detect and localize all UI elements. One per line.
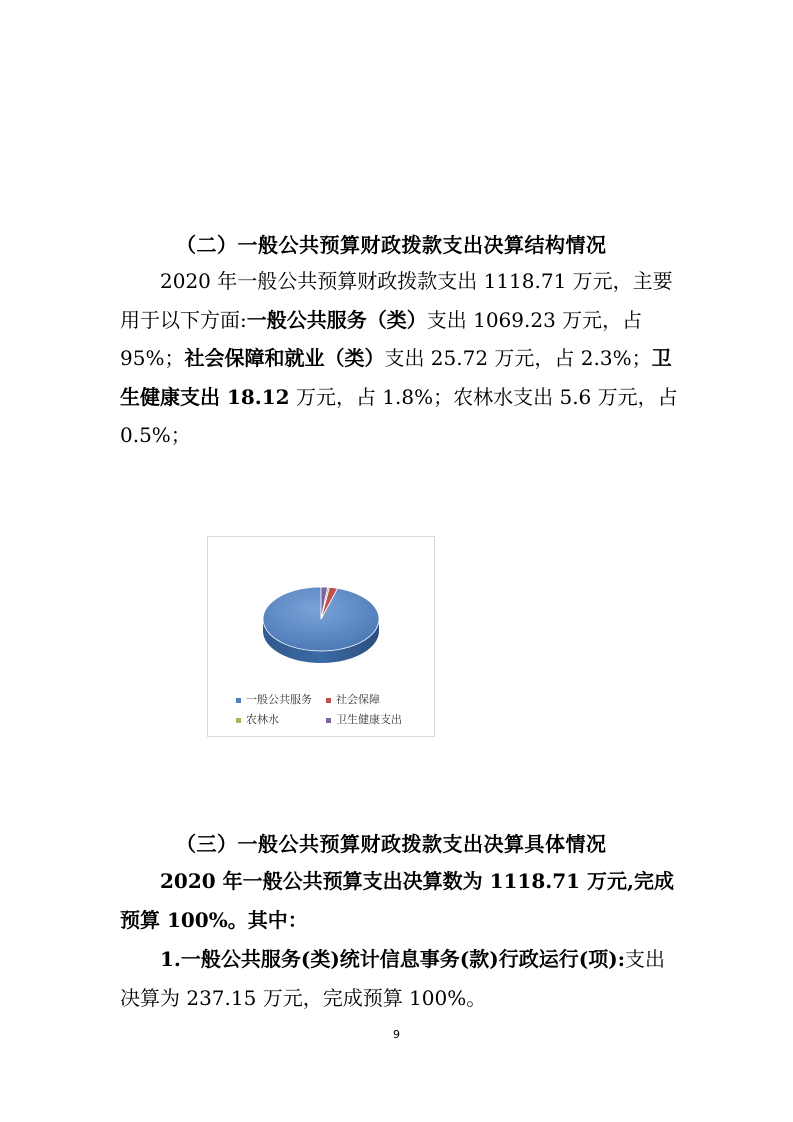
item3-bold: 卫生健康支出 18.12: [120, 346, 672, 409]
legend-dot: [326, 698, 331, 703]
section-heading-2: （二）一般公共预算财政拨款支出决算结构情况: [176, 233, 607, 257]
section-3-paragraph-2: [120, 940, 680, 1017]
item1-text: 支出 1069.23 万元，占 95%；: [120, 307, 643, 370]
legend-item-general-services: [236, 691, 312, 707]
item3-text: 万元，占 1.8%；农林水支出 5.6 万元，占 0.5%；: [120, 384, 678, 447]
legend-item-social-security: [326, 691, 380, 707]
legend-item-health: [326, 711, 402, 727]
summary-bold: 2020 年一般公共预算支出决算数为 1118.71 万元,完成预算 100%。其中：: [120, 869, 674, 932]
item1-bold: 一般公共服务（类）: [246, 307, 427, 332]
item2-text: 支出 25.72 万元，占 2.3%；: [384, 346, 652, 370]
legend-label: 一般公共服务: [246, 693, 312, 706]
section-2-paragraph: [120, 262, 680, 455]
legend-dot: [236, 698, 241, 703]
item-title-bold: 1.一般公共服务(类)统计信息事务(款)行政运行(项):: [160, 947, 626, 971]
page-number: 9: [393, 1028, 400, 1041]
legend-label: 卫生健康支出: [336, 713, 402, 726]
legend-label: 农林水: [246, 713, 279, 726]
item-detail-text: 支出决算为 237.15 万元，完成预算 100%。: [120, 947, 666, 1010]
pie-chart-svg: [208, 537, 434, 677]
legend-dot: [236, 718, 241, 723]
item2-bold: 社会保障和就业（类）: [184, 346, 385, 370]
legend-item-agriculture: [236, 711, 279, 727]
section-heading-3: （三）一般公共预算财政拨款支出决算具体情况: [176, 832, 607, 856]
section-3-paragraph-1: [120, 862, 680, 939]
pie-chart: [207, 536, 435, 737]
intro-text: 2020 年一般公共预算财政拨款支出 1118.71 万元，主要用于以下方面:: [120, 269, 673, 332]
legend-label: 社会保障: [336, 693, 380, 706]
legend-dot: [326, 718, 331, 723]
